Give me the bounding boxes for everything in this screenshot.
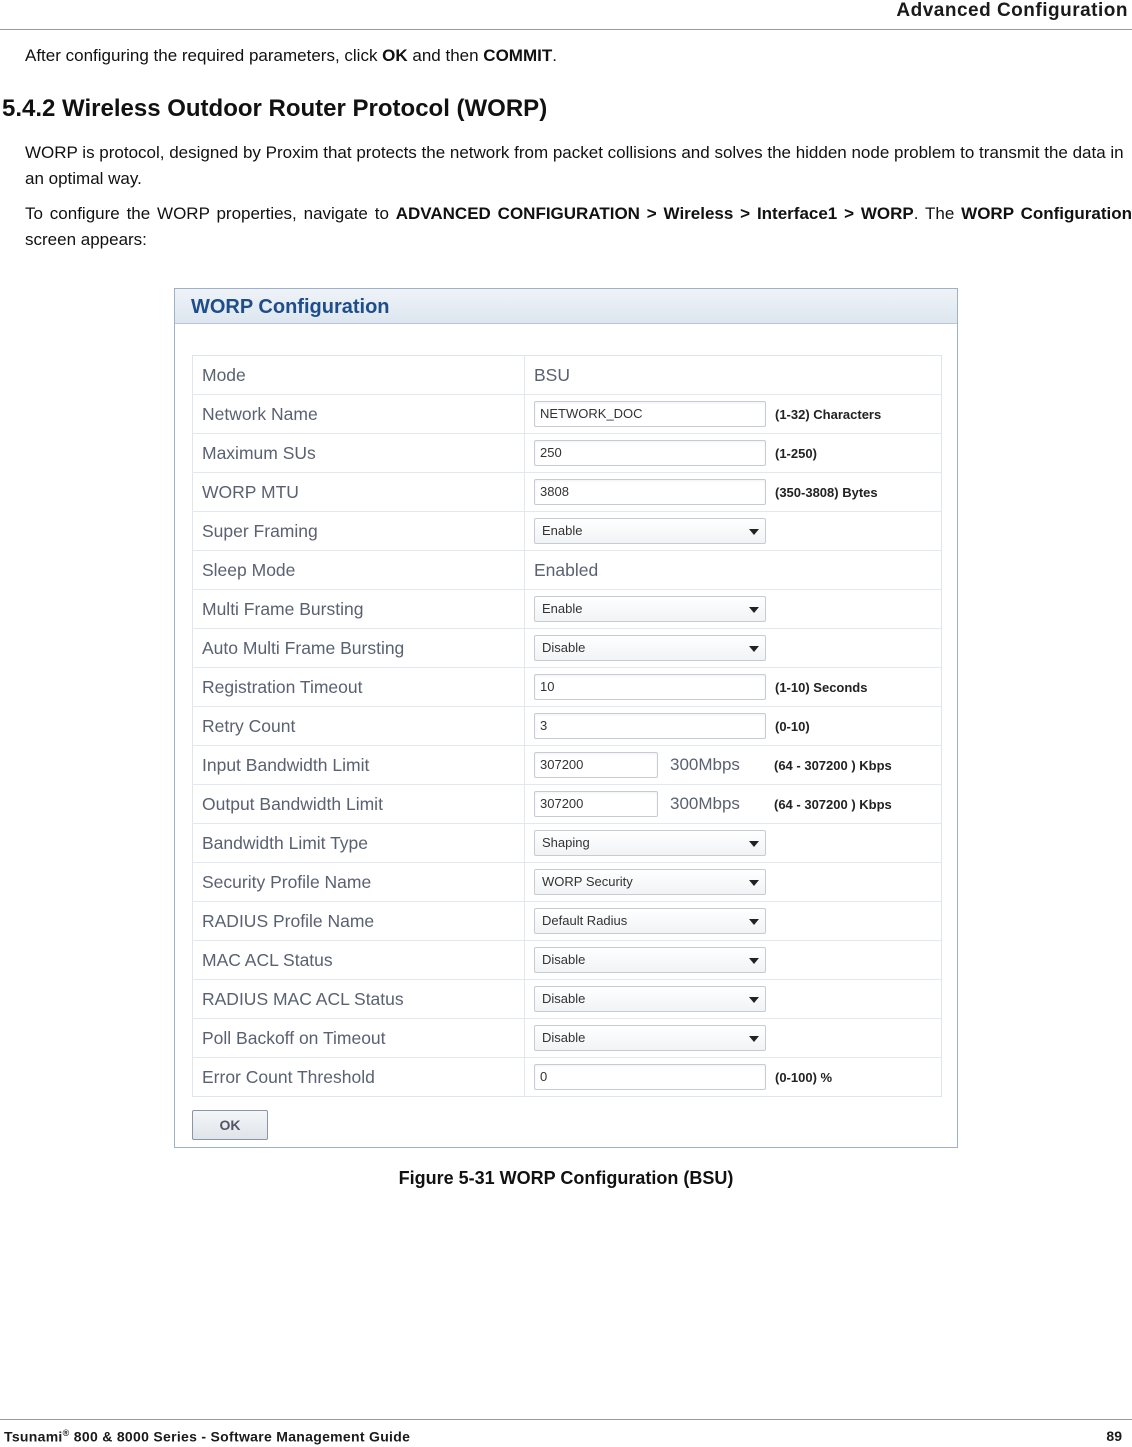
network-name-input[interactable]: NETWORK_DOC	[534, 401, 766, 427]
label-bandwidth-limit-type: Bandwidth Limit Type	[193, 824, 525, 863]
footer-reg-mark: ®	[62, 1428, 70, 1438]
row-super-framing	[193, 512, 942, 551]
error-count-threshold-hint: (0-100) %	[775, 1069, 833, 1085]
worp-description: WORP is protocol, designed by Proxim that protects the network from packet collisions and solves the hidden node problem to transmit the data in an optimal way.	[25, 143, 1124, 188]
retry-count-input[interactable]: 3	[534, 713, 766, 739]
label-mac-acl-status: MAC ACL Status	[193, 941, 525, 980]
nav-suffix: screen appears:	[25, 230, 147, 249]
footer-rule	[0, 1419, 1132, 1420]
chevron-down-icon	[749, 841, 759, 847]
label-error-count-threshold: Error Count Threshold	[193, 1058, 525, 1097]
label-network-name: Network Name	[193, 395, 525, 434]
chevron-down-icon	[749, 1036, 759, 1042]
input-bandwidth-hint: (64 - 307200 ) Kbps	[774, 757, 892, 773]
row-output-bandwidth-limit	[193, 785, 942, 824]
row-mode	[193, 356, 942, 395]
label-auto-multi-frame-bursting: Auto Multi Frame Bursting	[193, 629, 525, 668]
page-number: 89	[1106, 1428, 1122, 1444]
nav-prefix: To configure the WORP properties, navigate to	[25, 204, 396, 223]
footer-title	[4, 1428, 410, 1445]
row-maximum-sus	[193, 434, 942, 473]
footer-brand: Tsunami	[4, 1428, 63, 1445]
worp-configuration-panel	[174, 288, 958, 1148]
row-bandwidth-limit-type	[193, 824, 942, 863]
intro-prefix: After configuring the required parameters, click	[25, 46, 383, 65]
security-profile-name-select[interactable]	[534, 869, 766, 895]
mac-acl-status-selected: Disable	[542, 952, 586, 967]
label-maximum-sus: Maximum SUs	[193, 434, 525, 473]
network-name-hint: (1-32) Characters	[775, 406, 882, 422]
label-multi-frame-bursting: Multi Frame Bursting	[193, 590, 525, 629]
radius-profile-name-selected: Default Radius	[542, 913, 628, 928]
worp-mtu-hint: (350-3808) Bytes	[775, 484, 878, 500]
worp-settings-table	[192, 355, 942, 1097]
bandwidth-limit-type-select[interactable]	[534, 830, 766, 856]
radius-mac-acl-status-selected: Disable	[542, 991, 586, 1006]
header-rule	[0, 29, 1132, 30]
section-heading: 5.4.2 Wireless Outdoor Router Protocol (WORP)	[2, 95, 548, 122]
label-sleep-mode: Sleep Mode	[193, 551, 525, 590]
chevron-down-icon	[749, 529, 759, 535]
auto-multi-frame-bursting-selected: Disable	[542, 640, 586, 655]
radius-mac-acl-status-select[interactable]	[534, 986, 766, 1012]
output-bandwidth-rate: 300Mbps	[670, 794, 740, 813]
label-retry-count: Retry Count	[193, 707, 525, 746]
label-worp-mtu: WORP MTU	[193, 473, 525, 512]
input-bandwidth-limit-input[interactable]: 307200	[534, 752, 658, 778]
row-error-count-threshold	[193, 1058, 942, 1097]
label-registration-timeout: Registration Timeout	[193, 668, 525, 707]
panel-title: WORP Configuration	[175, 289, 957, 324]
row-retry-count	[193, 707, 942, 746]
chevron-down-icon	[749, 919, 759, 925]
intro-paragraph	[25, 43, 557, 69]
intro-commit: COMMIT	[483, 46, 553, 65]
super-framing-select[interactable]	[534, 518, 766, 544]
footer-guide-name: 800 & 8000 Series - Software Management Guide	[69, 1428, 411, 1445]
mac-acl-status-select[interactable]	[534, 947, 766, 973]
ok-button[interactable]: OK	[192, 1110, 268, 1140]
label-input-bandwidth-limit: Input Bandwidth Limit	[193, 746, 525, 785]
maximum-sus-input[interactable]: 250	[534, 440, 766, 466]
super-framing-selected: Enable	[542, 523, 583, 538]
registration-timeout-input[interactable]: 10	[534, 674, 766, 700]
label-security-profile-name: Security Profile Name	[193, 863, 525, 902]
chevron-down-icon	[749, 646, 759, 652]
security-profile-name-selected: WORP Security	[542, 874, 633, 889]
row-network-name	[193, 395, 942, 434]
sleep-mode-value: Enabled	[534, 559, 599, 580]
label-poll-backoff-on-timeout: Poll Backoff on Timeout	[193, 1019, 525, 1058]
chevron-down-icon	[749, 607, 759, 613]
nav-screen-name: WORP Configuration	[961, 204, 1132, 223]
label-radius-mac-acl-status: RADIUS MAC ACL Status	[193, 980, 525, 1019]
output-bandwidth-limit-input[interactable]: 307200	[534, 791, 658, 817]
row-mac-acl-status	[193, 941, 942, 980]
maximum-sus-hint: (1-250)	[775, 445, 817, 461]
poll-backoff-on-timeout-select[interactable]	[534, 1025, 766, 1051]
label-radius-profile-name: RADIUS Profile Name	[193, 902, 525, 941]
chevron-down-icon	[749, 997, 759, 1003]
row-worp-mtu	[193, 473, 942, 512]
row-sleep-mode	[193, 551, 942, 590]
bandwidth-limit-type-selected: Shaping	[542, 835, 590, 850]
intro-mid: and then	[407, 46, 484, 65]
label-output-bandwidth-limit: Output Bandwidth Limit	[193, 785, 525, 824]
running-header: Advanced Configuration	[896, 0, 1128, 21]
label-mode: Mode	[193, 356, 525, 395]
row-multi-frame-bursting	[193, 590, 942, 629]
chevron-down-icon	[749, 880, 759, 886]
row-input-bandwidth-limit	[193, 746, 942, 785]
nav-path: ADVANCED CONFIGURATION > Wireless > Interface1 > WORP	[395, 204, 914, 223]
mode-value: BSU	[534, 364, 570, 385]
intro-suffix: .	[552, 46, 557, 65]
multi-frame-bursting-select[interactable]	[534, 596, 766, 622]
worp-mtu-input[interactable]: 3808	[534, 479, 766, 505]
row-radius-mac-acl-status	[193, 980, 942, 1019]
row-radius-profile-name	[193, 902, 942, 941]
auto-multi-frame-bursting-select[interactable]	[534, 635, 766, 661]
output-bandwidth-hint: (64 - 307200 ) Kbps	[774, 796, 892, 812]
radius-profile-name-select[interactable]	[534, 908, 766, 934]
chevron-down-icon	[749, 958, 759, 964]
multi-frame-bursting-selected: Enable	[542, 601, 583, 616]
figure-caption: Figure 5-31 WORP Configuration (BSU)	[398, 1168, 734, 1188]
row-security-profile-name	[193, 863, 942, 902]
registration-timeout-hint: (1-10) Seconds	[775, 679, 868, 695]
row-auto-multi-frame-bursting	[193, 629, 942, 668]
poll-backoff-on-timeout-selected: Disable	[542, 1030, 586, 1045]
row-registration-timeout	[193, 668, 942, 707]
navigation-paragraph	[25, 201, 1132, 253]
error-count-threshold-input[interactable]: 0	[534, 1064, 766, 1090]
row-poll-backoff-on-timeout	[193, 1019, 942, 1058]
retry-count-hint: (0-10)	[775, 718, 810, 734]
input-bandwidth-rate: 300Mbps	[670, 755, 740, 774]
label-super-framing: Super Framing	[193, 512, 525, 551]
intro-ok: OK	[382, 46, 408, 65]
nav-mid: . The	[913, 204, 962, 223]
